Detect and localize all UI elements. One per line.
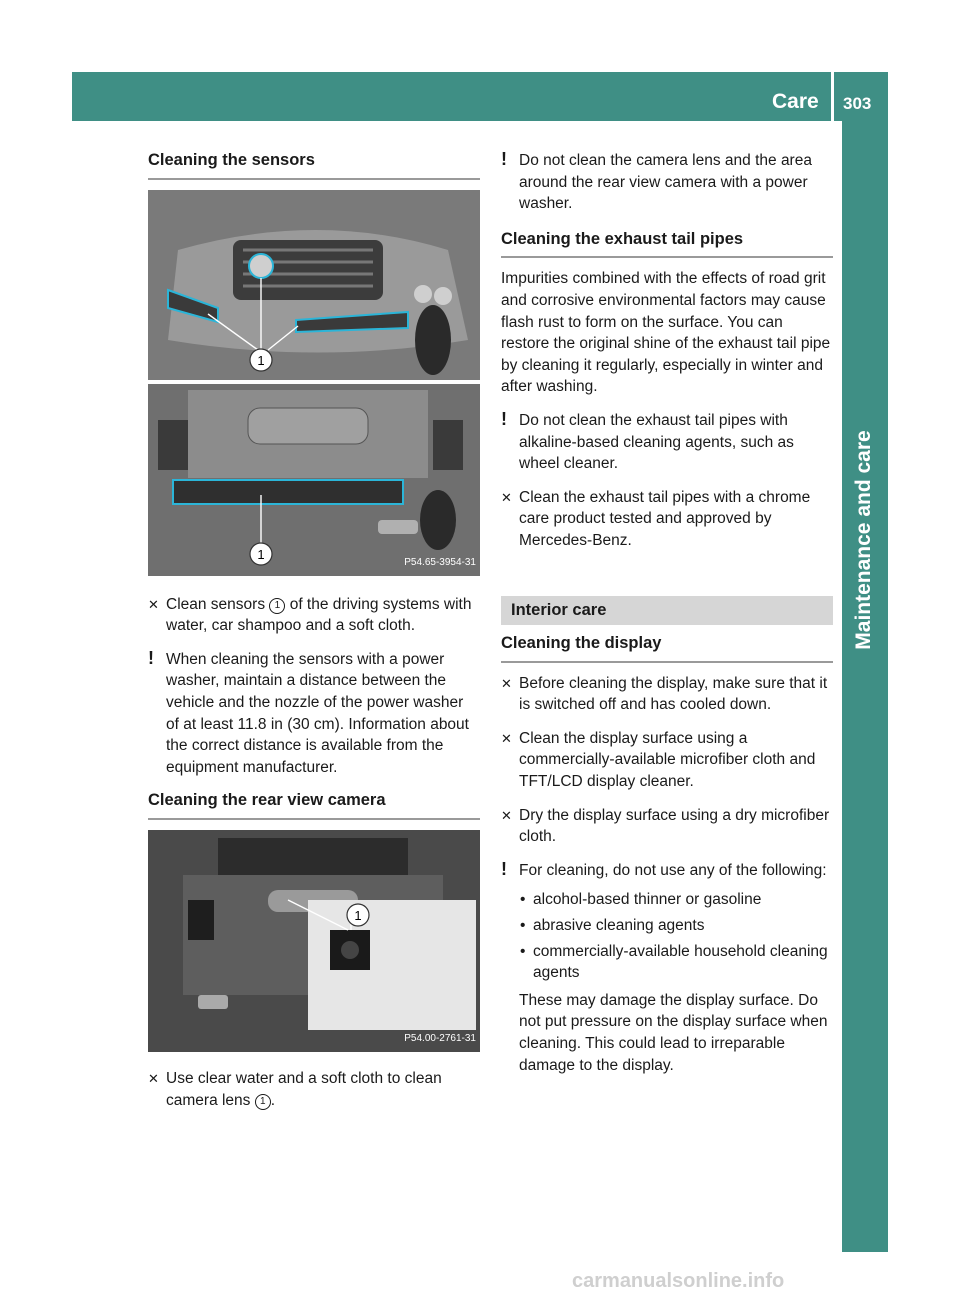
sensor-photo [148,190,480,576]
callout-1: 1 [269,598,285,614]
section-heading-exhaust: Cleaning the exhaust tail pipes [501,229,833,259]
step-arrow-icon: ✕ [501,675,512,691]
page-number: 303 [843,94,872,113]
camera-warning: ! Do not clean the camera lens and the area around the rear view camera with a power washer. [501,149,812,213]
warning-icon: ! [501,858,507,879]
camera-illustration [148,830,480,1052]
side-tab [842,121,888,1252]
list-item: • alcohol-based thinner or gasoline [519,889,833,911]
section-heading-camera: Cleaning the rear view camera [148,790,480,820]
list-item: • commercially-available household cleaning agents [519,941,833,984]
section-heading-sensors: Cleaning the sensors [148,150,480,180]
warning-icon: ! [501,149,507,169]
display-warning: ! For cleaning, do not use any of the following: • alcohol-based thinner or gasoline • abrasive cleaning agents • commercially-available household cleaning agents These may damage the display surface. Do not put pressure on the display surface when cleaning. This could lead to irreparable damage to the display. [501,860,833,1076]
svg-text:1: 1 [257,546,265,562]
chapter-title: Care [772,90,819,113]
sensors-step: ✕ Clean sensors 1 of the driving systems with water, car shampoo and a soft cloth. [148,595,472,635]
warning-outro: These may damage the display surface. Do not put pressure on the display surface when cleaning. This could lead to irreparable damage to the display. [519,991,828,1074]
photo-code: P54.00-2761-31 [404,1033,476,1045]
exhaust-paragraph: Impurities combined with the effects of road grit and corrosive environmental factors may cause flash rust to form on the surface. You can restore the original shine of the exhaust tail pipe by cleaning it regularly, especially in winter and after washing. [501,270,831,396]
list-item: • abrasive cleaning agents [519,915,833,937]
interior-care-heading: Interior care [501,596,833,626]
section-heading-display: Cleaning the display [501,633,833,663]
exhaust-step: ✕ Clean the exhaust tail pipes with a chrome care product tested and approved by Mercedes-Benz. [501,488,811,549]
exhaust-warning: ! Do not clean the exhaust tail pipes with alkaline-based cleaning agents, such as wheel cleaner. [501,408,794,473]
display-step: ✕ Clean the display surface using a commercially-available microfiber cloth and TFT/LCD display cleaner. [501,729,816,791]
step-arrow-icon: ✕ [501,807,512,823]
callout-1: 1 [255,1094,271,1110]
sensors-warning: ! When cleaning the sensors with a power washer, maintain a distance between the vehicle and the nozzle of the power washer of at least 11.8 in (30 cm). Information about the correct distance is available from the equipment manufacturer. [148,647,469,776]
step-arrow-icon: ✕ [148,596,159,612]
photo-code: P54.65-3954-31 [404,557,476,568]
camera-step: ✕ Use clear water and a soft cloth to clean camera lens 1 . [148,1069,442,1109]
header-divider [831,72,834,121]
side-tab-label: Maintenance and care [852,430,875,650]
step-arrow-icon: ✕ [501,489,512,505]
sensor-illustration [148,190,480,576]
display-step: ✕ Dry the display surface using a dry microfiber cloth. [501,806,830,846]
display-step: ✕ Before cleaning the display, make sure that it is switched off and has cooled down. [501,674,828,714]
right-column [501,150,833,1088]
step-arrow-icon: ✕ [501,730,512,746]
step-arrow-icon: ✕ [148,1070,159,1086]
header-bar [72,72,888,121]
warning-icon: ! [148,647,154,668]
watermark: carmanualsonline.info [572,1270,785,1292]
camera-photo [148,830,480,1052]
warning-icon: ! [501,408,507,429]
svg-text:1: 1 [257,352,265,368]
svg-text:1: 1 [354,907,362,923]
warning-bullet-list [519,889,833,983]
left-column [148,150,480,1123]
